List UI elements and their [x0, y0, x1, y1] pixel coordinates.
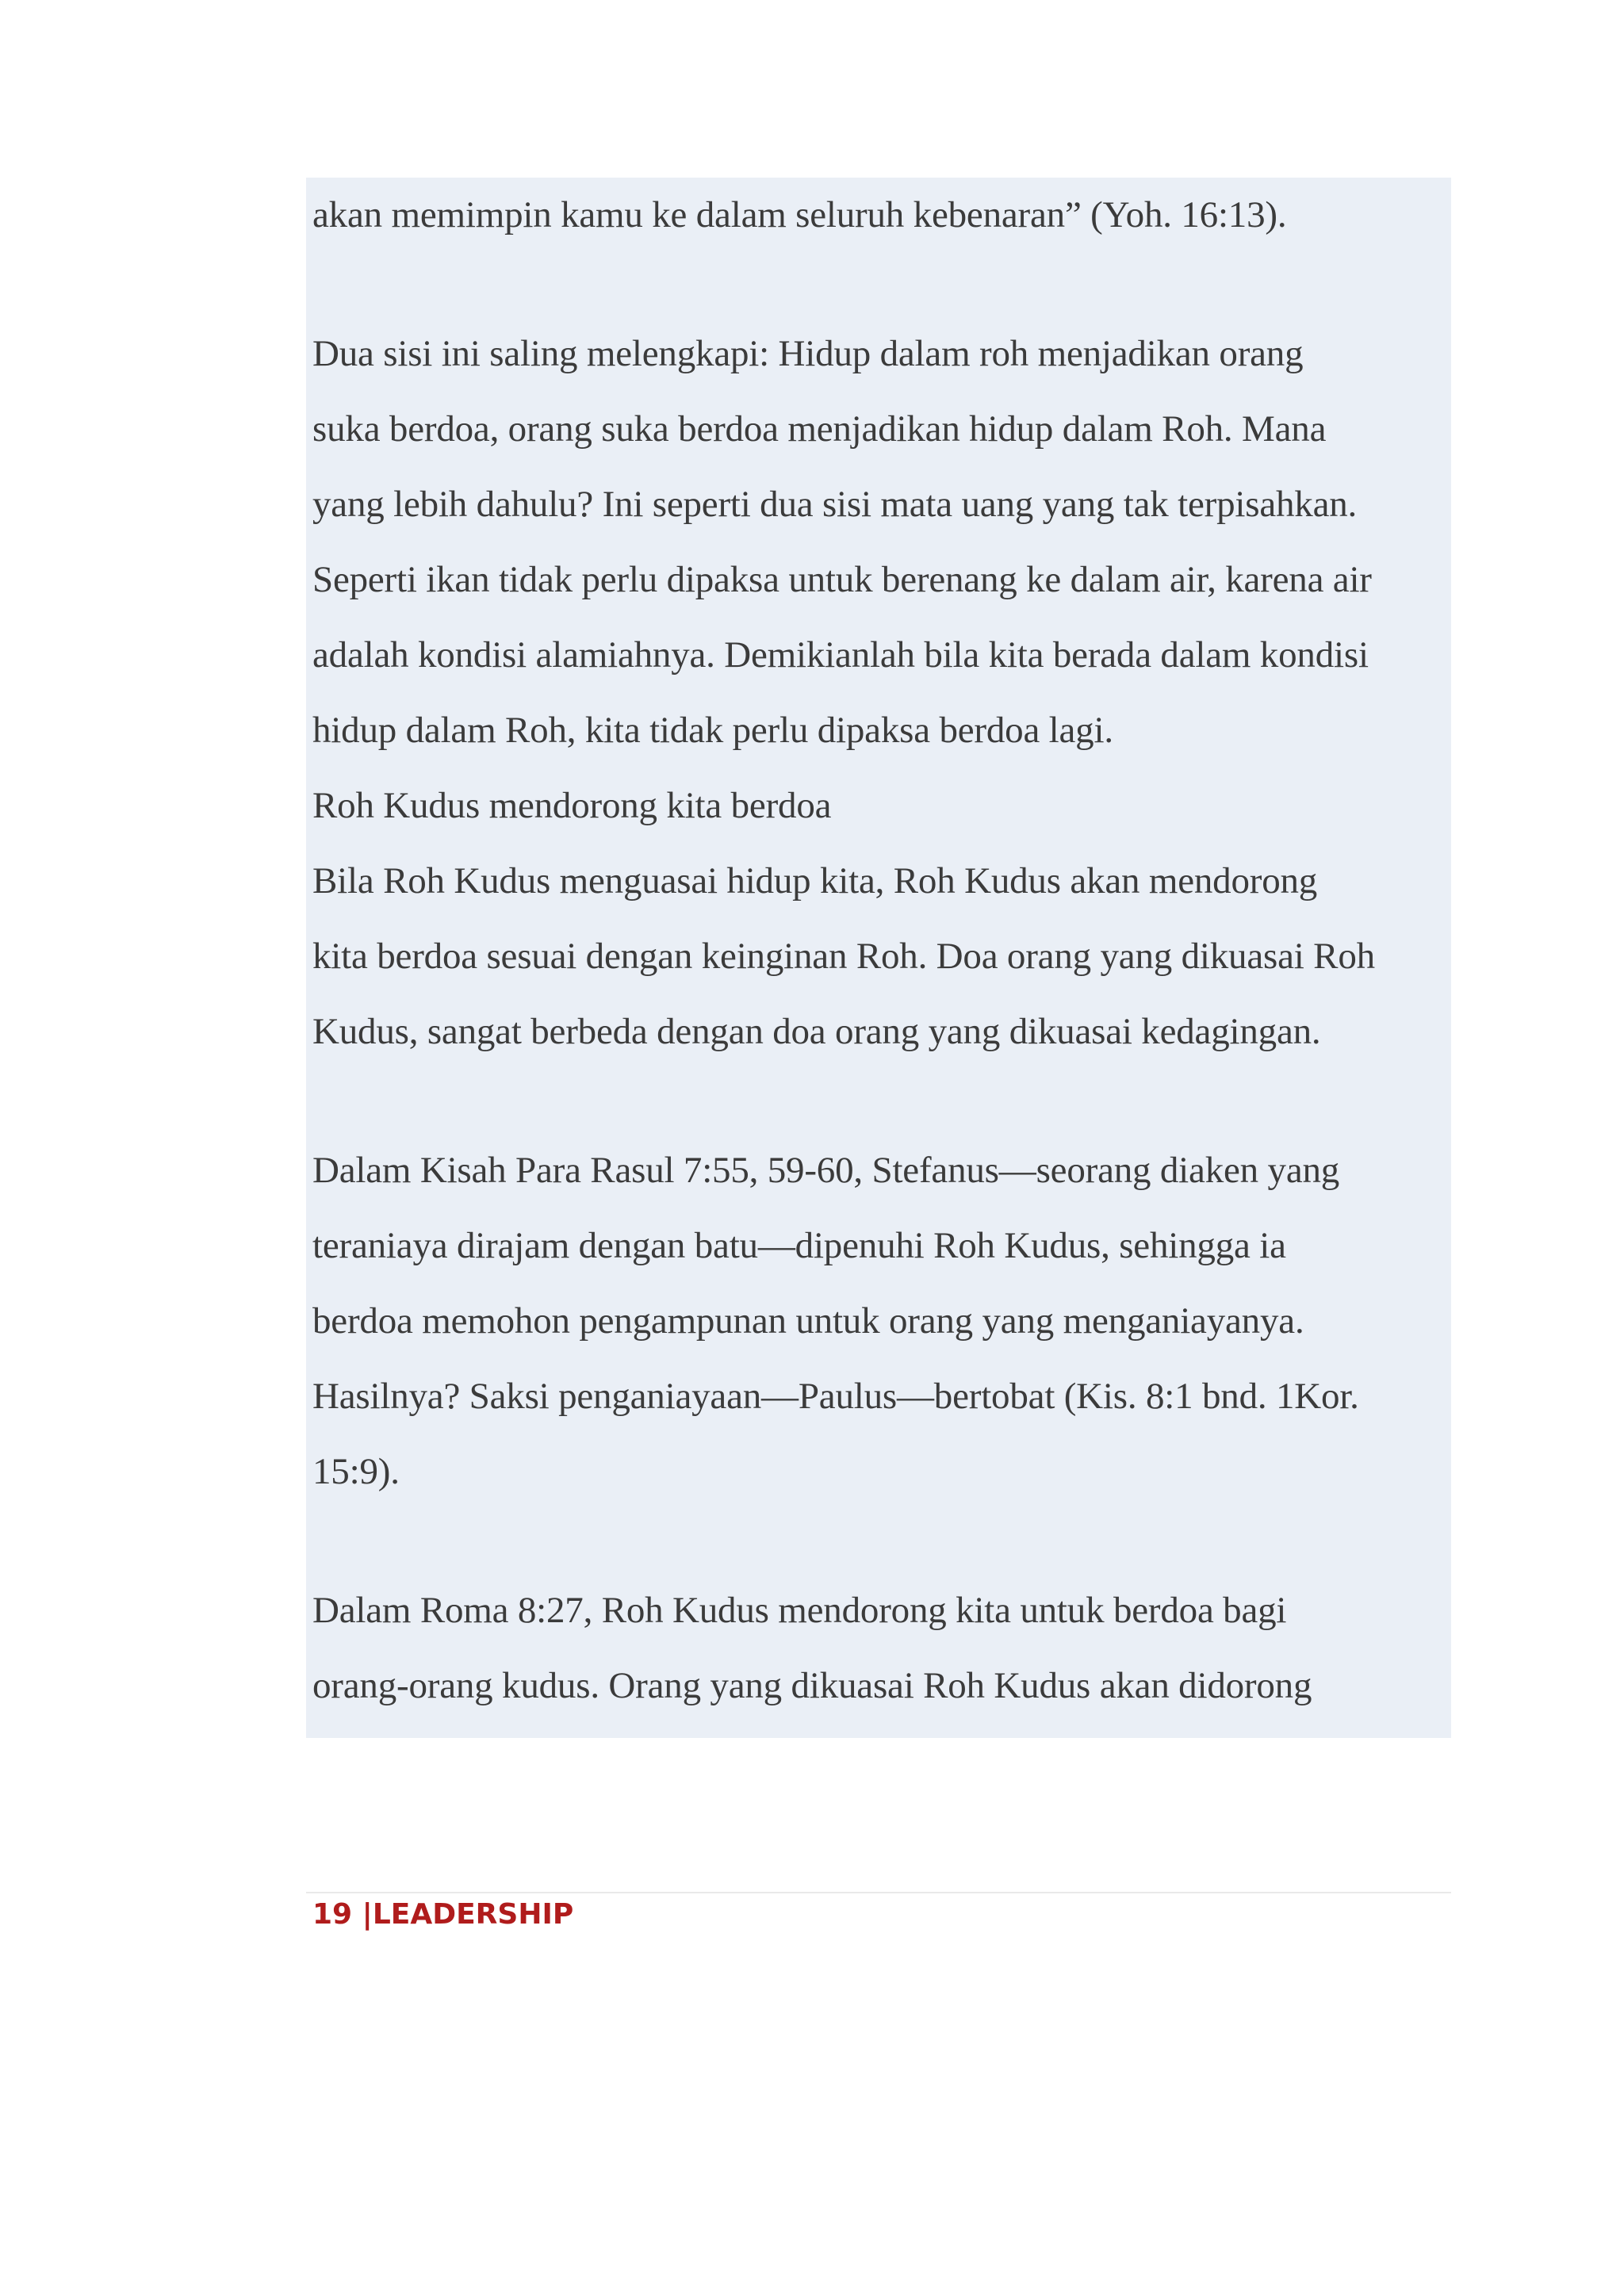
body-text — [312, 178, 1451, 1724]
text-line: teraniaya dirajam dengan batu—dipenuhi Roh Kudus, sehingga ia — [312, 1225, 1286, 1266]
text-line: Dalam Roma 8:27, Roh Kudus mendorong kita untuk berdoa bagi — [312, 1590, 1287, 1631]
section-heading: Roh Kudus mendorong kita berdoa — [312, 785, 832, 826]
text-line: yang lebih dahulu? Ini seperti dua sisi mata uang yang tak terpisahkan. — [312, 484, 1358, 525]
text-line: adalah kondisi alamiahnya. Demikianlah bila kita berada dalam kondisi — [312, 634, 1369, 676]
footer-divider — [306, 1892, 1451, 1893]
text-line: hidup dalam Roh, kita tidak perlu dipaksa berdoa lagi. — [312, 710, 1113, 751]
text-line: Seperti ikan tidak perlu dipaksa untuk berenang ke dalam air, karena air — [312, 559, 1372, 600]
text-line: kita berdoa sesuai dengan keinginan Roh. Doa orang yang dikuasai Roh — [312, 936, 1375, 977]
text-line: Bila Roh Kudus menguasai hidup kita, Roh Kudus akan mendorong — [312, 860, 1318, 902]
text-line: Kudus, sangat berbeda dengan doa orang yang dikuasai kedagingan. — [312, 1011, 1321, 1052]
text-line: Hasilnya? Saksi penganiayaan—Paulus—bertobat (Kis. 8:1 bnd. 1Kor. — [312, 1376, 1359, 1417]
page-footer — [312, 1898, 573, 1931]
text-line: Dalam Kisah Para Rasul 7:55, 59-60, Stefanus—seorang diaken yang — [312, 1150, 1340, 1191]
footer-title: LEADERSHIP — [372, 1898, 574, 1931]
footer-separator: | — [362, 1898, 373, 1931]
text-line: Dua sisi ini saling melengkapi: Hidup dalam roh menjadikan orang — [312, 333, 1304, 374]
text-line: 15:9). — [312, 1451, 400, 1492]
text-line: suka berdoa, orang suka berdoa menjadikan hidup dalam Roh. Mana — [312, 408, 1327, 450]
text-line: akan memimpin kamu ke dalam seluruh kebenaran” (Yoh. 16:13). — [312, 194, 1287, 235]
text-line: orang-orang kudus. Orang yang dikuasai Roh Kudus akan didorong — [312, 1665, 1312, 1706]
text-line: berdoa memohon pengampunan untuk orang yang menganiayanya. — [312, 1300, 1304, 1342]
page-number: 19 — [312, 1898, 353, 1931]
